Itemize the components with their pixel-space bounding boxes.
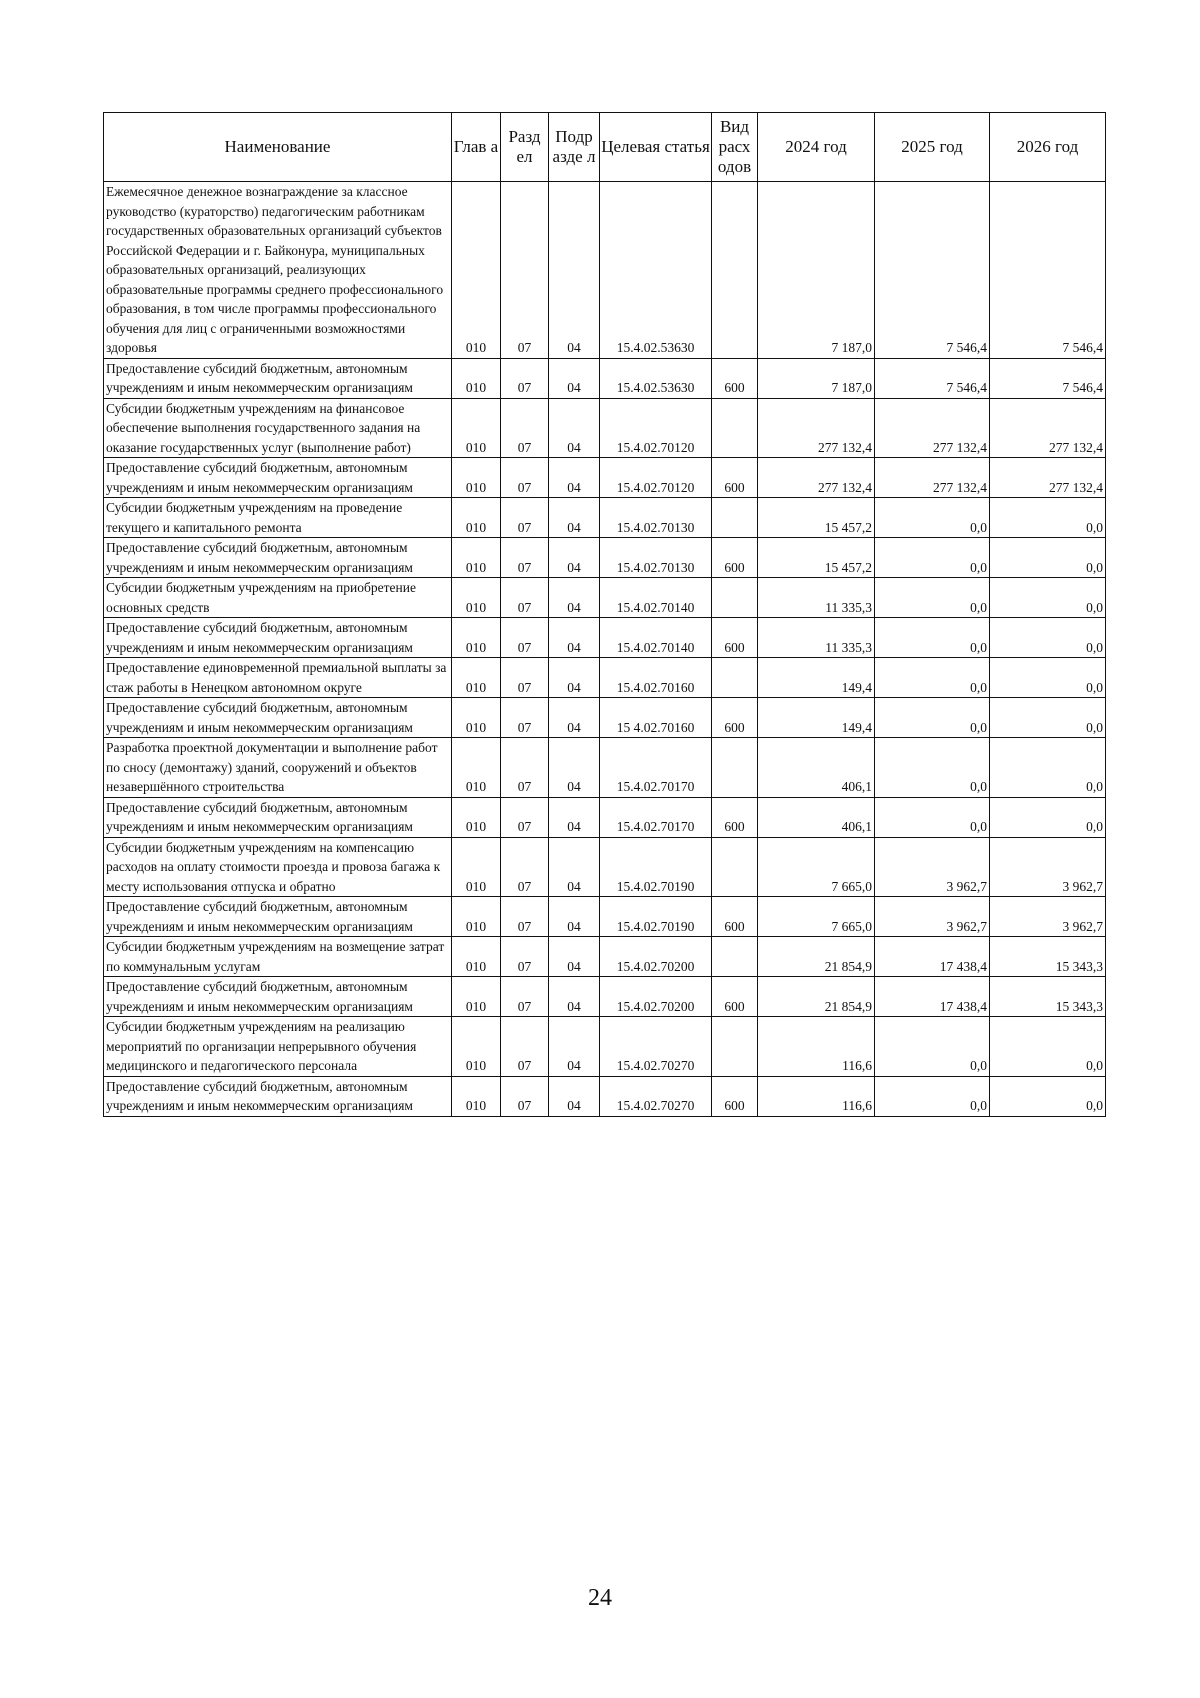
row-podrazdel: 04: [549, 538, 600, 578]
row-glava: 010: [452, 698, 501, 738]
row-amount-2024: 11 335,3: [758, 618, 875, 658]
row-target-article: 15.4.02.70190: [600, 837, 712, 897]
row-name: Предоставление субсидий бюджетным, автономным учреждениям и иным некоммерческим организациям: [104, 358, 452, 398]
row-podrazdel: 04: [549, 182, 600, 359]
row-amount-2026: 7 546,4: [990, 182, 1106, 359]
row-target-article: 15.4.02.70130: [600, 498, 712, 538]
table-row: [104, 797, 1106, 837]
table-row: [104, 1017, 1106, 1077]
row-glava: 010: [452, 398, 501, 458]
table-row: [104, 937, 1106, 977]
row-amount-2025: 0,0: [875, 797, 990, 837]
row-amount-2024: 116,6: [758, 1076, 875, 1116]
table-row: [104, 578, 1106, 618]
row-target-article: 15.4.02.70170: [600, 797, 712, 837]
row-amount-2024: 15 457,2: [758, 538, 875, 578]
row-podrazdel: 04: [549, 738, 600, 798]
row-razdel: 07: [501, 458, 549, 498]
row-amount-2025: 17 438,4: [875, 937, 990, 977]
row-glava: 010: [452, 1017, 501, 1077]
row-target-article: 15.4.02.70120: [600, 458, 712, 498]
table-row: [104, 498, 1106, 538]
row-podrazdel: 04: [549, 797, 600, 837]
row-amount-2024: 11 335,3: [758, 578, 875, 618]
budget-table: [103, 112, 1106, 1117]
row-target-article: 15.4.02.70140: [600, 578, 712, 618]
row-amount-2025: 0,0: [875, 1076, 990, 1116]
row-glava: 010: [452, 538, 501, 578]
row-amount-2024: 406,1: [758, 797, 875, 837]
row-razdel: 07: [501, 658, 549, 698]
row-expense-type: [712, 658, 758, 698]
row-podrazdel: 04: [549, 398, 600, 458]
row-name: Субсидии бюджетным учреждениям на проведение текущего и капитального ремонта: [104, 498, 452, 538]
row-amount-2025: 3 962,7: [875, 897, 990, 937]
row-glava: 010: [452, 977, 501, 1017]
row-target-article: 15.4.02.70170: [600, 738, 712, 798]
row-amount-2025: 7 546,4: [875, 358, 990, 398]
header-expense-type: Вид расх одов: [712, 113, 758, 182]
row-glava: 010: [452, 358, 501, 398]
row-amount-2026: 15 343,3: [990, 937, 1106, 977]
row-amount-2025: 277 132,4: [875, 398, 990, 458]
row-amount-2026: 3 962,7: [990, 837, 1106, 897]
row-amount-2025: 17 438,4: [875, 977, 990, 1017]
row-razdel: 07: [501, 977, 549, 1017]
row-podrazdel: 04: [549, 1017, 600, 1077]
row-amount-2025: 0,0: [875, 618, 990, 658]
row-razdel: 07: [501, 837, 549, 897]
table-row: [104, 398, 1106, 458]
row-name: Предоставление субсидий бюджетным, автономным учреждениям и иным некоммерческим организациям: [104, 538, 452, 578]
row-expense-type: [712, 182, 758, 359]
row-target-article: 15.4.02.70140: [600, 618, 712, 658]
row-glava: 010: [452, 498, 501, 538]
row-amount-2026: 277 132,4: [990, 398, 1106, 458]
row-target-article: 15.4.02.53630: [600, 182, 712, 359]
row-razdel: 07: [501, 618, 549, 658]
row-razdel: 07: [501, 797, 549, 837]
header-2026: 2026 год: [990, 113, 1106, 182]
row-razdel: 07: [501, 1017, 549, 1077]
row-target-article: 15.4.02.53630: [600, 358, 712, 398]
row-podrazdel: 04: [549, 977, 600, 1017]
row-name: Предоставление единовременной премиальной выплаты за стаж работы в Ненецком автономном округе: [104, 658, 452, 698]
row-target-article: 15.4.02.70130: [600, 538, 712, 578]
table-row: [104, 738, 1106, 798]
row-expense-type: [712, 398, 758, 458]
row-glava: 010: [452, 182, 501, 359]
row-amount-2026: 0,0: [990, 538, 1106, 578]
row-target-article: 15.4.02.70200: [600, 937, 712, 977]
row-target-article: 15.4.02.70270: [600, 1076, 712, 1116]
row-name: Предоставление субсидий бюджетным, автономным учреждениям и иным некоммерческим организациям: [104, 698, 452, 738]
row-podrazdel: 04: [549, 498, 600, 538]
row-razdel: 07: [501, 1076, 549, 1116]
row-expense-type: 600: [712, 358, 758, 398]
row-target-article: 15.4.02.70120: [600, 398, 712, 458]
row-amount-2024: 406,1: [758, 738, 875, 798]
header-podrazdel: Подр азде л: [549, 113, 600, 182]
row-name: Субсидии бюджетным учреждениям на компенсацию расходов на оплату стоимости проезда и провоза багажа к месту использования отпуска и обратно: [104, 837, 452, 897]
row-podrazdel: 04: [549, 618, 600, 658]
row-glava: 010: [452, 897, 501, 937]
table-row: [104, 358, 1106, 398]
row-amount-2024: 7 665,0: [758, 897, 875, 937]
row-razdel: 07: [501, 538, 549, 578]
row-expense-type: [712, 738, 758, 798]
table-body: [104, 182, 1106, 1117]
header-razdel: Разд ел: [501, 113, 549, 182]
header-name: Наименование: [104, 113, 452, 182]
row-amount-2026: 277 132,4: [990, 458, 1106, 498]
row-name: Предоставление субсидий бюджетным, автономным учреждениям и иным некоммерческим организациям: [104, 1076, 452, 1116]
row-target-article: 15.4.02.70160: [600, 658, 712, 698]
row-amount-2026: 0,0: [990, 498, 1106, 538]
table-row: [104, 698, 1106, 738]
row-razdel: 07: [501, 698, 549, 738]
row-expense-type: 600: [712, 797, 758, 837]
header-2024: 2024 год: [758, 113, 875, 182]
row-podrazdel: 04: [549, 358, 600, 398]
table-row: [104, 538, 1106, 578]
table-row: [104, 182, 1106, 359]
row-target-article: 15.4.02.70200: [600, 977, 712, 1017]
row-podrazdel: 04: [549, 837, 600, 897]
table-row: [104, 658, 1106, 698]
row-name: Предоставление субсидий бюджетным, автономным учреждениям и иным некоммерческим организациям: [104, 458, 452, 498]
table-row: [104, 837, 1106, 897]
row-name: Предоставление субсидий бюджетным, автономным учреждениям и иным некоммерческим организациям: [104, 897, 452, 937]
row-name: Предоставление субсидий бюджетным, автономным учреждениям и иным некоммерческим организациям: [104, 797, 452, 837]
row-glava: 010: [452, 937, 501, 977]
row-podrazdel: 04: [549, 698, 600, 738]
row-amount-2024: 15 457,2: [758, 498, 875, 538]
row-amount-2025: 277 132,4: [875, 458, 990, 498]
table-row: [104, 458, 1106, 498]
row-amount-2024: 7 187,0: [758, 358, 875, 398]
row-amount-2024: 7 187,0: [758, 182, 875, 359]
row-glava: 010: [452, 738, 501, 798]
row-expense-type: [712, 937, 758, 977]
row-expense-type: 600: [712, 458, 758, 498]
row-name: Ежемесячное денежное вознаграждение за классное руководство (кураторство) педагогическим работникам государственных образовательных организаций субъектов Российской Федерации и г. Байконура, муниципальных образовательных организаций, реализующих образовательные программы среднего профессионального образования, в том числе программы профессионального обучения для лиц с ограниченными возможностями здоровья: [104, 182, 452, 359]
row-amount-2026: 3 962,7: [990, 897, 1106, 937]
row-amount-2026: 0,0: [990, 658, 1106, 698]
row-glava: 010: [452, 618, 501, 658]
header-glava: Глав а: [452, 113, 501, 182]
row-amount-2024: 21 854,9: [758, 977, 875, 1017]
row-glava: 010: [452, 837, 501, 897]
row-razdel: 07: [501, 937, 549, 977]
row-name: Субсидии бюджетным учреждениям на финансовое обеспечение выполнения государственного задания на оказание государственных услуг (выполнение работ): [104, 398, 452, 458]
table-row: [104, 897, 1106, 937]
row-amount-2026: 15 343,3: [990, 977, 1106, 1017]
row-amount-2025: 7 546,4: [875, 182, 990, 359]
row-amount-2025: 0,0: [875, 578, 990, 618]
row-expense-type: 600: [712, 977, 758, 1017]
row-target-article: 15.4.02.70190: [600, 897, 712, 937]
row-name: Предоставление субсидий бюджетным, автономным учреждениям и иным некоммерческим организациям: [104, 618, 452, 658]
row-podrazdel: 04: [549, 937, 600, 977]
row-razdel: 07: [501, 897, 549, 937]
table-row: [104, 618, 1106, 658]
row-amount-2024: 277 132,4: [758, 458, 875, 498]
table-row: [104, 1076, 1106, 1116]
row-amount-2026: 0,0: [990, 797, 1106, 837]
header-target-article: Целевая статья: [600, 113, 712, 182]
row-amount-2026: 0,0: [990, 578, 1106, 618]
row-amount-2025: 0,0: [875, 538, 990, 578]
row-amount-2025: 3 962,7: [875, 837, 990, 897]
row-amount-2026: 0,0: [990, 1076, 1106, 1116]
row-razdel: 07: [501, 182, 549, 359]
row-razdel: 07: [501, 498, 549, 538]
row-glava: 010: [452, 458, 501, 498]
row-amount-2024: 277 132,4: [758, 398, 875, 458]
row-name: Субсидии бюджетным учреждениям на реализацию мероприятий по организации непрерывного обучения медицинского и педагогического персонала: [104, 1017, 452, 1077]
row-podrazdel: 04: [549, 897, 600, 937]
header-2025: 2025 год: [875, 113, 990, 182]
row-razdel: 07: [501, 578, 549, 618]
row-glava: 010: [452, 578, 501, 618]
row-amount-2025: 0,0: [875, 498, 990, 538]
row-expense-type: 600: [712, 618, 758, 658]
row-amount-2024: 116,6: [758, 1017, 875, 1077]
row-podrazdel: 04: [549, 458, 600, 498]
row-name: Субсидии бюджетным учреждениям на приобретение основных средств: [104, 578, 452, 618]
row-target-article: 15 4.02.70160: [600, 698, 712, 738]
row-amount-2025: 0,0: [875, 738, 990, 798]
row-expense-type: [712, 498, 758, 538]
row-expense-type: [712, 1017, 758, 1077]
row-expense-type: 600: [712, 698, 758, 738]
row-amount-2024: 21 854,9: [758, 937, 875, 977]
row-glava: 010: [452, 1076, 501, 1116]
row-target-article: 15.4.02.70270: [600, 1017, 712, 1077]
row-razdel: 07: [501, 398, 549, 458]
row-amount-2025: 0,0: [875, 1017, 990, 1077]
row-amount-2025: 0,0: [875, 698, 990, 738]
table-row: [104, 977, 1106, 1017]
row-name: Предоставление субсидий бюджетным, автономным учреждениям и иным некоммерческим организациям: [104, 977, 452, 1017]
row-expense-type: 600: [712, 897, 758, 937]
row-razdel: 07: [501, 358, 549, 398]
row-glava: 010: [452, 797, 501, 837]
page-number: 24: [588, 1585, 612, 1611]
row-expense-type: [712, 578, 758, 618]
row-expense-type: [712, 837, 758, 897]
row-amount-2024: 7 665,0: [758, 837, 875, 897]
row-amount-2025: 0,0: [875, 658, 990, 698]
row-glava: 010: [452, 658, 501, 698]
row-podrazdel: 04: [549, 1076, 600, 1116]
row-expense-type: 600: [712, 1076, 758, 1116]
row-amount-2026: 0,0: [990, 738, 1106, 798]
row-amount-2024: 149,4: [758, 698, 875, 738]
row-amount-2026: 0,0: [990, 618, 1106, 658]
row-podrazdel: 04: [549, 658, 600, 698]
row-razdel: 07: [501, 738, 549, 798]
row-name: Субсидии бюджетным учреждениям на возмещение затрат по коммунальным услугам: [104, 937, 452, 977]
row-podrazdel: 04: [549, 578, 600, 618]
row-amount-2026: 0,0: [990, 1017, 1106, 1077]
row-expense-type: 600: [712, 538, 758, 578]
row-amount-2026: 7 546,4: [990, 358, 1106, 398]
row-amount-2024: 149,4: [758, 658, 875, 698]
row-amount-2026: 0,0: [990, 698, 1106, 738]
header-row: [104, 113, 1106, 182]
row-name: Разработка проектной документации и выполнение работ по сносу (демонтажу) зданий, сооружений и объектов незавершённого строительства: [104, 738, 452, 798]
